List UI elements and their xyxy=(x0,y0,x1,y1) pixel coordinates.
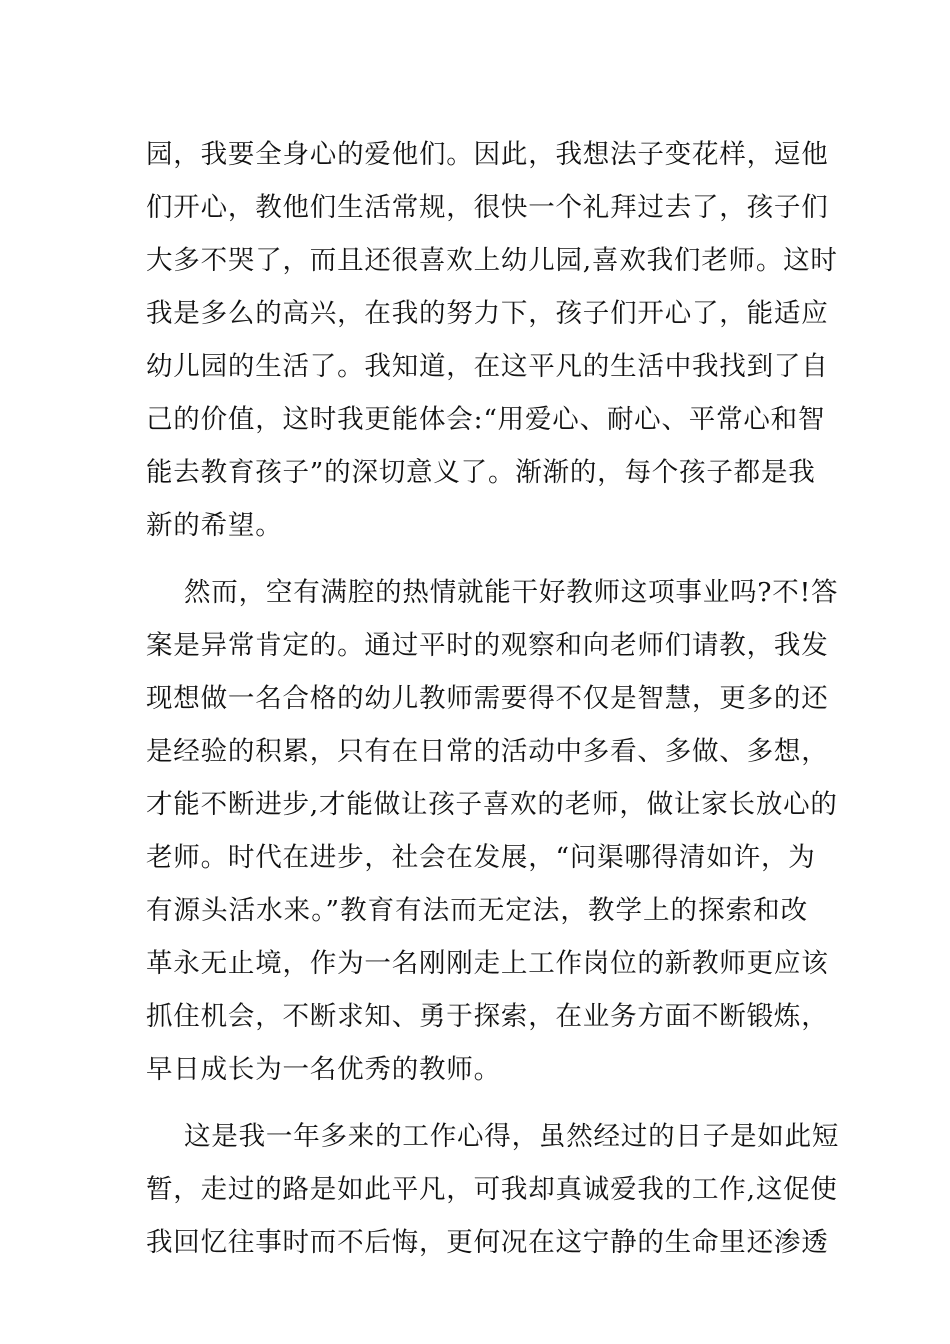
text-line: 早日成长为一名优秀的教师。 xyxy=(146,1054,501,1085)
text-line: 我是多么的高兴，在我的努力下，孩子们开心了，能适应 xyxy=(146,298,829,329)
text-line: 园，我要全身心的爱他们。因此，我想法子变花样，逗他 xyxy=(146,139,829,170)
paragraph-spacer xyxy=(146,1096,808,1110)
paragraph-spacer xyxy=(146,552,808,566)
text-line: 才能不断进步,才能做让孩子喜欢的老师，做让家长放心的 xyxy=(146,789,838,820)
text-line: 新的希望。 xyxy=(146,510,283,541)
text-line: 革永无止境，作为一名刚刚走上工作岗位的新教师更应该 xyxy=(146,948,829,979)
document-body xyxy=(146,128,840,1269)
text-line: 幼儿园的生活了。我知道，在这平凡的生活中我找到了自 xyxy=(146,351,829,382)
text-line: 这是我一年多来的工作心得，虽然经过的日子是如此短 xyxy=(184,1121,840,1152)
text-line: 有源头活水来。”教育有法而无定法，教学上的探索和改 xyxy=(146,895,808,926)
text-line: 然而，空有满腔的热情就能干好教师这项事业吗?不!答 xyxy=(184,577,839,608)
text-line: 是经验的积累，只有在日常的活动中多看、多做、多想， xyxy=(146,736,829,767)
paragraph-3 xyxy=(146,1110,840,1269)
text-line: 我回忆往事时而不后悔，更何况在这宁静的生命里还渗透 xyxy=(146,1227,829,1258)
text-line: 暂，走过的路是如此平凡，可我却真诚爱我的工作,这促使 xyxy=(146,1174,838,1205)
text-line: 能去教育孩子”的深切意义了。渐渐的，每个孩子都是我 xyxy=(146,457,816,488)
text-line: 己的价值，这时我更能体会:“用爱心、耐心、平常心和智 xyxy=(146,404,826,435)
paragraph-2 xyxy=(146,566,839,1096)
text-line: 案是异常肯定的。通过平时的观察和向老师们请教，我发 xyxy=(146,630,829,661)
text-line: 大多不哭了，而且还很喜欢上幼儿园,喜欢我们老师。这时 xyxy=(146,245,838,276)
text-line: 现想做一名合格的幼儿教师需要得不仅是智慧，更多的还 xyxy=(146,683,829,714)
text-line: 抓住机会，不断求知、勇于探索，在业务方面不断锻炼， xyxy=(146,1001,829,1032)
text-line: 老师。时代在进步，社会在发展，“问渠哪得清如许，为 xyxy=(146,842,816,873)
text-line: 们开心，教他们生活常规，很快一个礼拜过去了，孩子们 xyxy=(146,192,829,223)
paragraph-1 xyxy=(146,128,838,552)
